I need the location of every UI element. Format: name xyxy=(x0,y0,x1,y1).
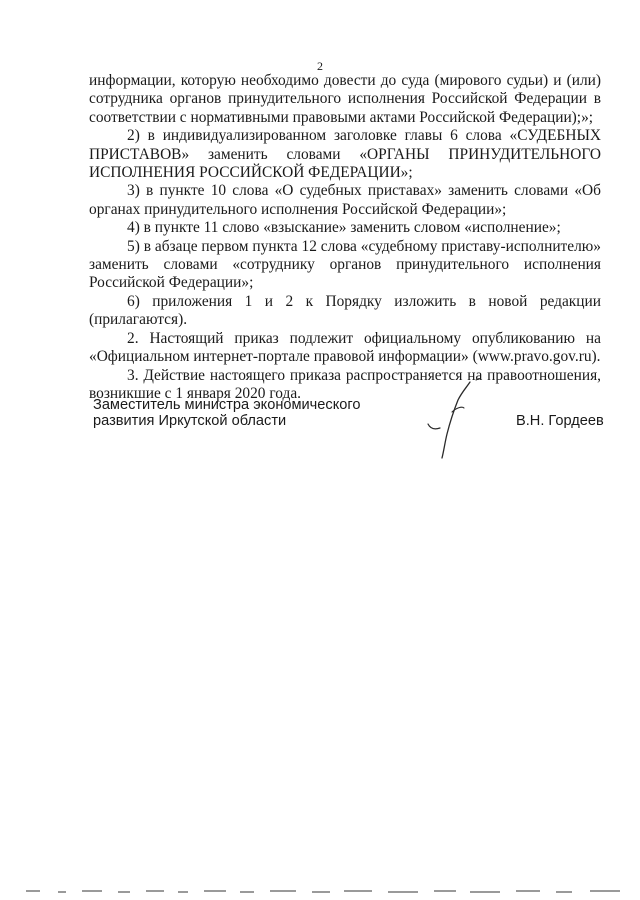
paragraph-item-5: 5) в абзаце первом пункта 12 слова «судебному приставу-исполнителю» заменить словами «сотруднику органов принудительного исполнения Российской Федерации»; xyxy=(89,237,601,292)
paragraph-item-6: 6) приложения 1 и 2 к Порядку изложить в новой редакции (прилагаются). xyxy=(89,292,601,329)
paragraph-section-3: 3. Действие настоящего приказа распространяется на правоотношения, возникшие с 1 января 2020 года. xyxy=(89,366,601,402)
paragraph-item-3: 3) в пункте 10 слова «О судебных приставах» заменить словами «Об органах принудительного исполнения Российской Федерации»; xyxy=(89,182,601,218)
signature-stroke-main xyxy=(442,382,470,458)
signature-stroke-tick xyxy=(476,378,480,380)
signer-title-line-1: Заместитель министра экономического xyxy=(93,397,361,413)
signer-title xyxy=(93,397,393,429)
paragraph-section-2: 2. Настоящий приказ подлежит официальному опубликованию на «Официальном интернет-портале правовой информации» (www.pravo.gov.ru). xyxy=(89,329,601,366)
signer-title-line-2: развития Иркутской области xyxy=(93,413,287,429)
document-body xyxy=(89,72,601,403)
signature-block xyxy=(93,397,605,467)
paragraph-continuation: информации, которую необходимо довести до суда (мирового судьи) и (или) сотрудника органов принудительного исполнения Российской Федерации в соответствии с нормативными правовыми актами Российской Федерации);»; xyxy=(89,72,601,126)
page-number: 2 xyxy=(317,59,323,73)
paragraph-item-2: 2) в индивидуализированном заголовке главы 6 слова «СУДЕБНЫХ ПРИСТАВОВ» заменить словами «ОРГАНЫ ПРИНУДИТЕЛЬНОГО ИСПОЛНЕНИЯ РОССИЙСКОЙ ФЕДЕРАЦИИ»; xyxy=(89,127,601,182)
signature-stroke-hook xyxy=(428,424,440,429)
scan-edge-artifacts xyxy=(0,878,640,900)
handwritten-signature xyxy=(420,378,490,462)
signer-name: В.Н. Гордеев xyxy=(516,413,604,429)
paragraph-item-4: 4) в пункте 11 слово «взыскание» заменить словом «исполнение»; xyxy=(127,219,561,237)
